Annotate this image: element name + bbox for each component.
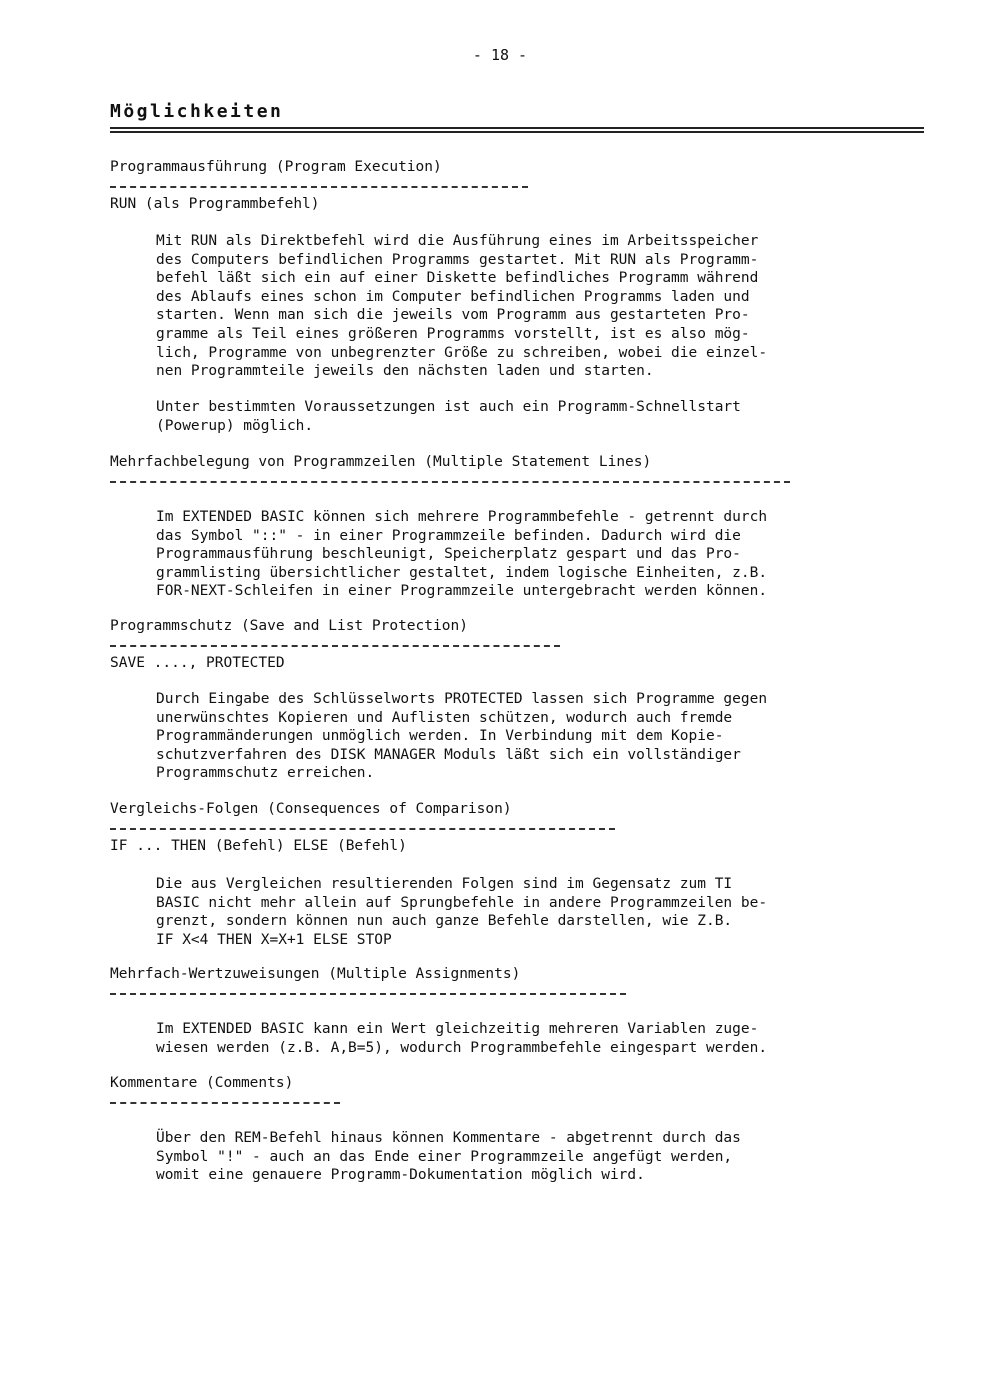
title-double-underline [110,127,924,133]
section-heading-multiple-statement-lines: Mehrfachbelegung von Programmzeilen (Multiple Statement Lines) [110,454,652,470]
section-underline [110,645,560,647]
section-underline [110,186,528,188]
section-heading-multiple-assignments: Mehrfach-Wertzuweisungen (Multiple Assignments) [110,966,521,982]
section-command: RUN (als Programmbefehl) [110,196,320,212]
section-paragraph: Im EXTENDED BASIC können sich mehrere Programmbefehle - getrennt durch das Symbol "::" - in einer Programmzeile befinden. Dadurch wird die Programmausführung beschleunigt, Speicherplatz gespart und das Pro- grammlisting übersichtlicher gestaltet, indem logische Einheiten, z.B. FOR-NEXT-Schleifen in einer Programmzeile untergebracht werden können. [156,509,768,600]
section-paragraph: Durch Eingabe des Schlüsselworts PROTECTED lassen sich Programme gegen unerwünschtes Kopieren und Auflisten schützen, wodurch auch fremde Programmänderungen unmöglich werden. In Verbindung mit dem Kopie- schutzverfahren des DISK MANAGER Moduls läßt sich ein vollständiger Programmschutz erreichen. [156,691,768,782]
section-underline [110,481,790,483]
section-paragraph: Über den REM-Befehl hinaus können Kommentare - abgetrennt durch das Symbol "!" - auch an das Ende einer Programmzeile angefügt werden, womit eine genauere Programm-Dokumentation möglich wird. [156,1130,741,1184]
section-underline [110,828,615,830]
section-underline [110,993,626,995]
section-paragraph: Unter bestimmten Voraussetzungen ist auch ein Programm-Schnellstart (Powerup) möglich. [156,399,741,434]
page-title: Möglichkeiten [110,101,284,122]
section-heading-program-execution: Programmausführung (Program Execution) [110,159,442,175]
page-number: - 18 - [472,46,528,64]
section-paragraph: Im EXTENDED BASIC kann ein Wert gleichzeitig mehreren Variablen zuge- wiesen werden (z.B. A,B=5), wodurch Programmbefehle eingespart werden. [156,1021,768,1056]
section-heading-save-list-protection: Programmschutz (Save and List Protection) [110,618,468,634]
section-command: SAVE ...., PROTECTED [110,655,285,671]
section-command: IF ... THEN (Befehl) ELSE (Befehl) [110,838,407,854]
section-heading-comments: Kommentare (Comments) [110,1075,294,1091]
section-paragraph: Die aus Vergleichen resultierenden Folgen sind im Gegensatz zum TI BASIC nicht mehr allein auf Sprungbefehle in andere Programmzeilen be- grenzt, sondern können nun auch ganze Befehle darstellen, wie Z.B. IF X<4 THEN X=X+1 ELSE STOP [156,876,768,948]
section-underline [110,1102,340,1104]
section-paragraph: Mit RUN als Direktbefehl wird die Ausführung eines im Arbeitsspeicher des Computers befindlichen Programms gestartet. Mit RUN als Programm- befehl läßt sich ein auf einer Diskette befindliches Programm während des Ablaufs eines schon im Computer befindlichen Programms laden und starten. Wenn man sich die jeweils vom Programm aus gestarteten Pro- gramme als Teil eines größeren Programms vorstellt, ist es also mög- lich, Programme von unbegrenzter Größe zu schreiben, wobei die einzel- nen Programmteile jeweils den nächsten laden und starten. [156,233,768,380]
section-heading-consequences-of-comparison: Vergleichs-Folgen (Consequences of Comparison) [110,801,512,817]
